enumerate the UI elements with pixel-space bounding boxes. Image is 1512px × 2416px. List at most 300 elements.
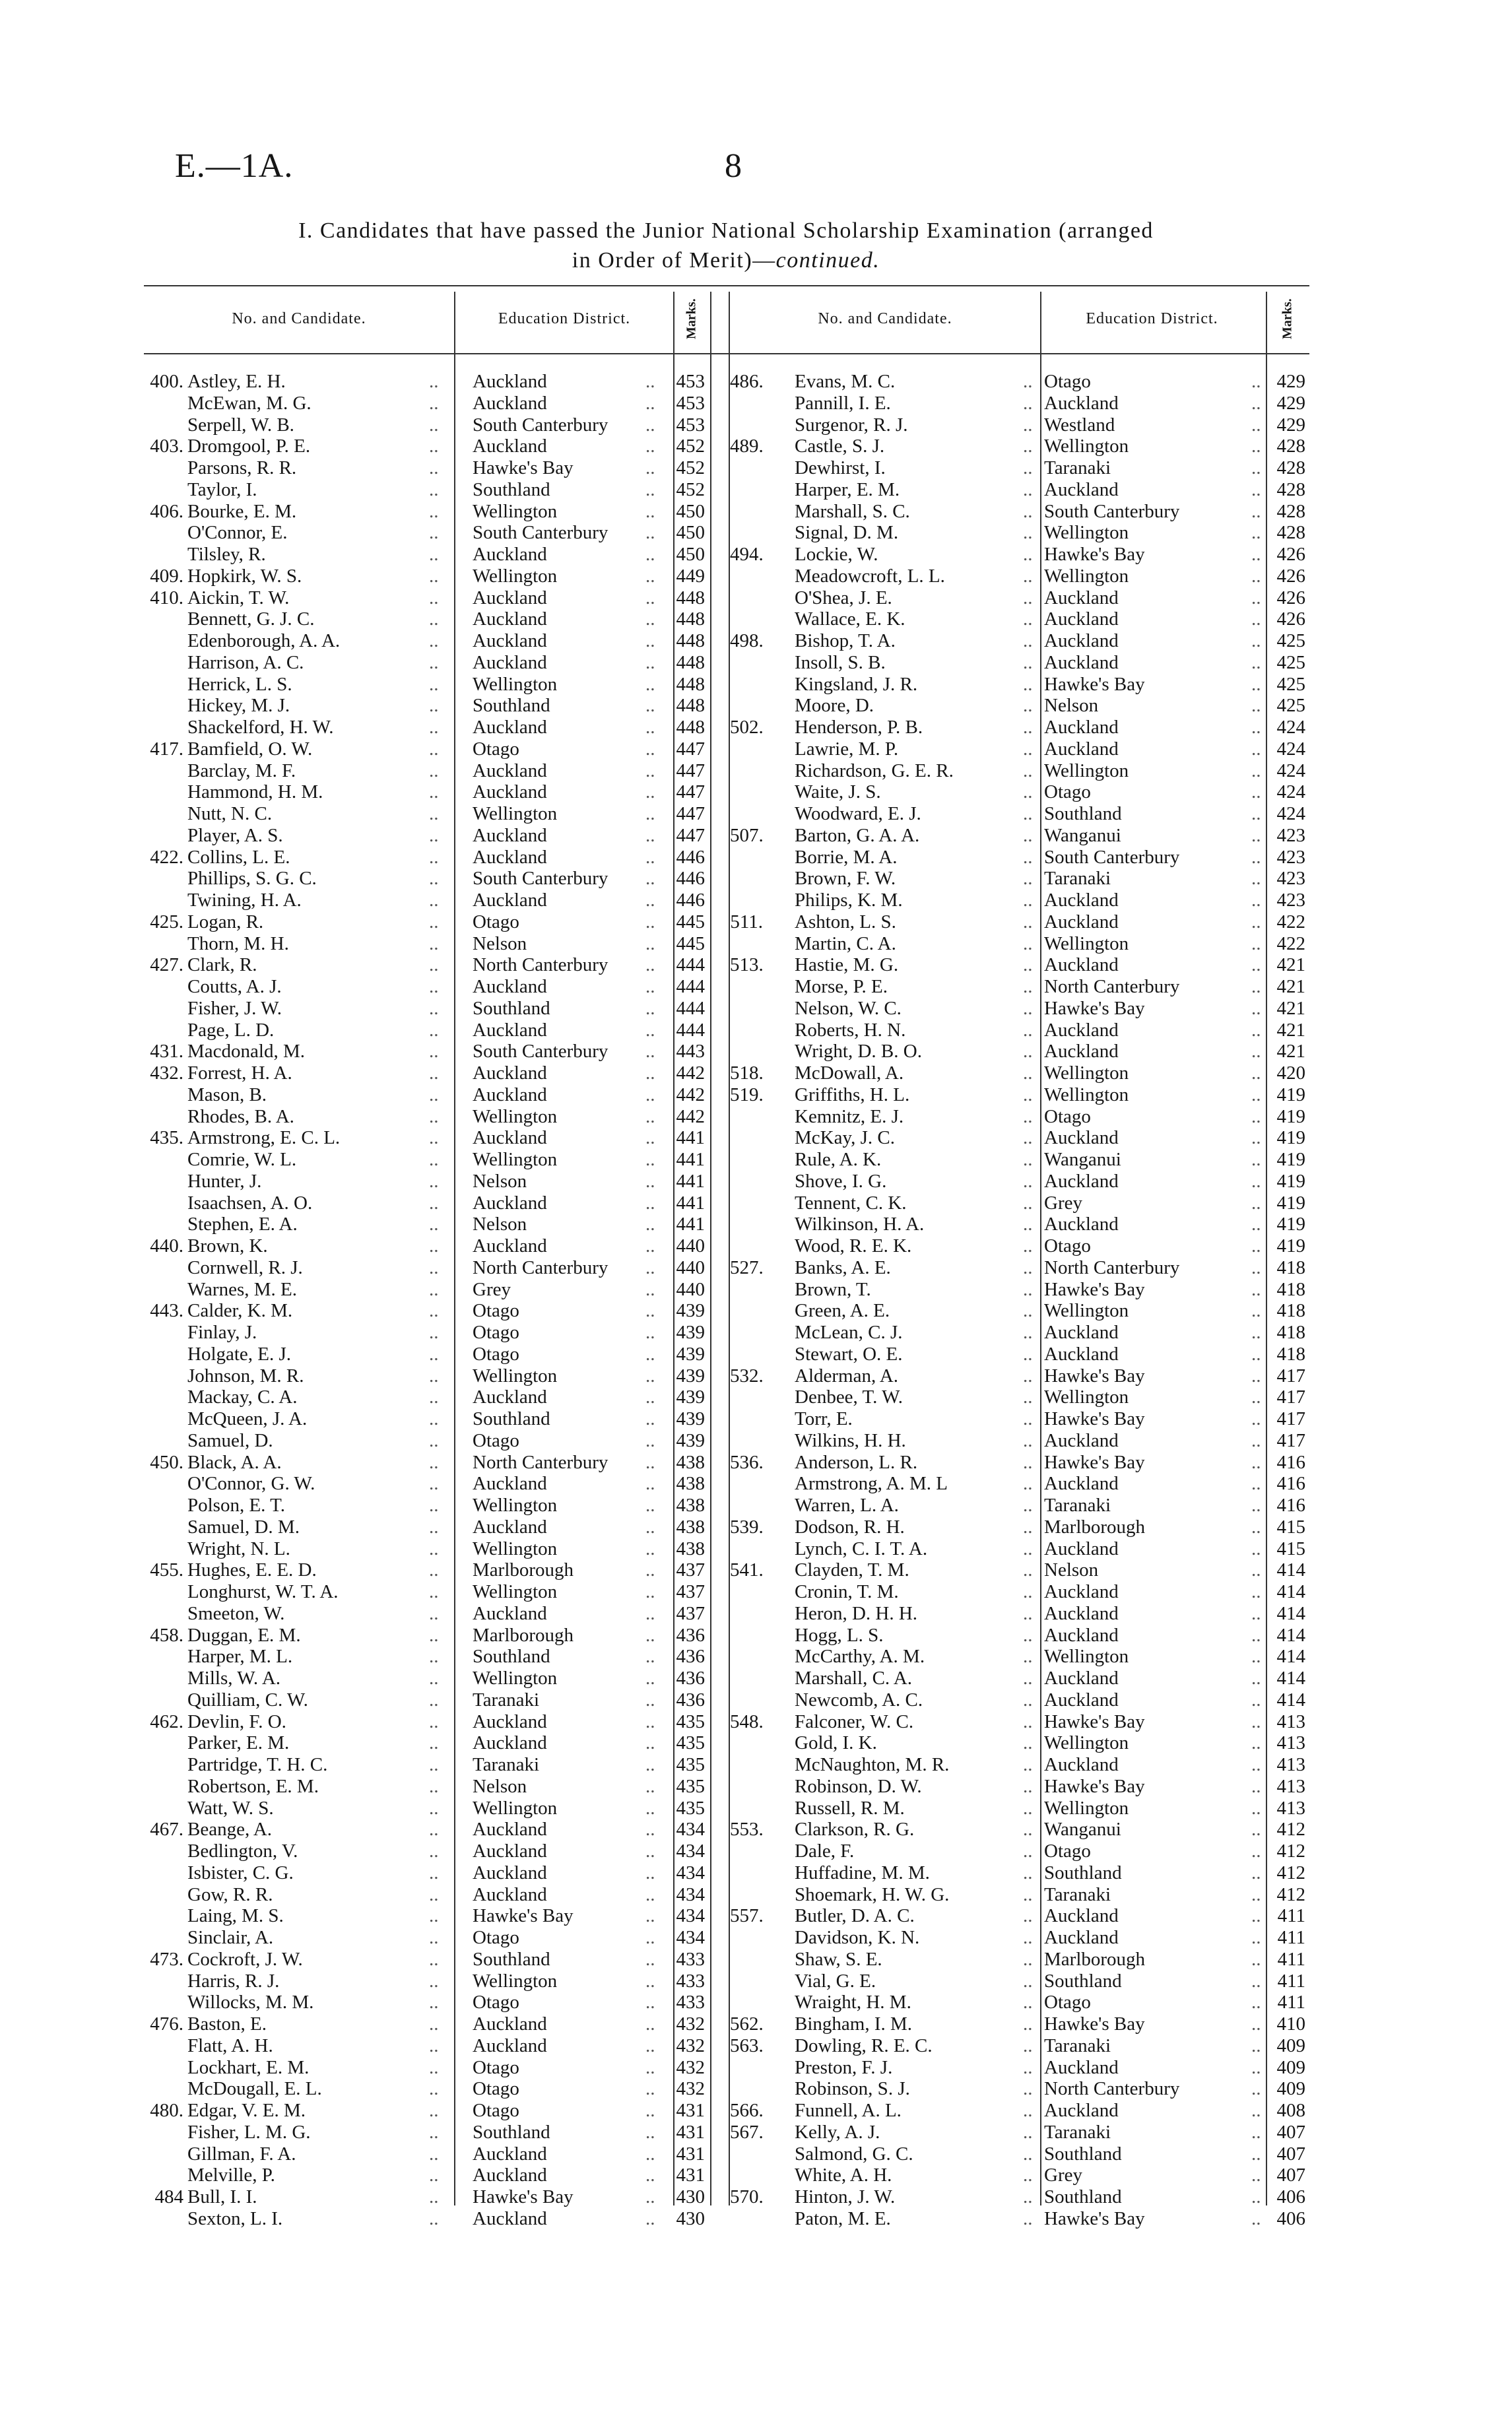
candidate-name: Warnes, M. E. <box>187 1278 297 1300</box>
leader-dots: .. <box>1251 1473 1261 1495</box>
entry-number: 443. <box>150 1300 183 1322</box>
candidate-name: McQueen, J. A. <box>187 1408 308 1429</box>
leader-dots: .. <box>1251 522 1261 544</box>
education-district: Wellington <box>1044 1387 1129 1408</box>
leader-dots: .. <box>1023 1970 1033 1992</box>
marks-value: 439 <box>676 1429 705 1451</box>
left-header-marks: Marks. <box>684 298 699 340</box>
education-district: Grey <box>473 1278 511 1300</box>
candidate-name: Woodward, E. J. <box>795 803 921 824</box>
table-row <box>730 1106 1309 1128</box>
education-district: Auckland <box>473 1516 547 1538</box>
education-district: Otago <box>1044 371 1091 392</box>
leader-dots: .. <box>1023 1516 1033 1538</box>
leader-dots: .. <box>429 2121 439 2143</box>
leader-dots: .. <box>645 1192 655 1214</box>
marks-value: 448 <box>676 673 705 695</box>
marks-value: 426 <box>1276 587 1305 608</box>
leader-dots: .. <box>645 1105 655 1127</box>
marks-value: 444 <box>676 1019 705 1041</box>
candidate-name: Fisher, J. W. <box>187 997 282 1019</box>
leader-dots: .. <box>1251 500 1261 522</box>
candidate-name: Stephen, E. A. <box>187 1214 298 1235</box>
table-row <box>144 825 710 847</box>
table-row <box>730 608 1309 630</box>
candidate-name: Brown, F. W. <box>795 868 896 890</box>
leader-dots: .. <box>429 1170 439 1192</box>
candidate-name: Dewhirst, I. <box>795 457 886 478</box>
marks-value: 440 <box>676 1257 705 1278</box>
marks-value: 410 <box>1276 2013 1305 2035</box>
table-row <box>730 1862 1309 1884</box>
marks-value: 433 <box>676 1970 705 1992</box>
leader-dots: .. <box>429 651 439 673</box>
marks-value: 421 <box>1276 954 1305 976</box>
marks-value: 447 <box>676 760 705 781</box>
leader-dots: .. <box>645 630 655 651</box>
candidate-name: McDowall, A. <box>795 1062 904 1084</box>
table-row <box>144 2143 710 2165</box>
table-row <box>144 1646 710 1668</box>
education-district: Wanganui <box>1044 824 1121 846</box>
leader-dots: .. <box>1023 544 1033 565</box>
table-row <box>144 1300 710 1322</box>
candidate-name: Wraight, H. M. <box>795 1992 911 2013</box>
table-row <box>730 2078 1309 2100</box>
leader-dots: .. <box>1023 630 1033 651</box>
table-row <box>144 608 710 630</box>
right-column <box>730 371 1309 2230</box>
candidate-name: Sinclair, A. <box>187 1927 274 1948</box>
marks-value: 407 <box>1276 2165 1305 2186</box>
entry-number: 431. <box>150 1041 183 1062</box>
table-row <box>144 738 710 760</box>
leader-dots: .. <box>1251 414 1261 436</box>
marks-value: 435 <box>676 1732 705 1754</box>
marks-value: 438 <box>676 1495 705 1516</box>
education-district: Hawke's Bay <box>1044 1278 1145 1300</box>
candidate-name: Marshall, S. C. <box>795 500 910 522</box>
education-district: Auckland <box>1044 1689 1119 1711</box>
leader-dots: .. <box>429 1387 439 1408</box>
leader-dots: .. <box>1023 587 1033 608</box>
education-district: Auckland <box>473 890 547 911</box>
candidate-name: Bourke, E. M. <box>187 500 297 522</box>
candidate-name: Lockie, W. <box>795 544 878 565</box>
education-district: Taranaki <box>473 1689 540 1711</box>
leader-dots: .. <box>1251 2100 1261 2121</box>
education-district: Wellington <box>473 1365 558 1387</box>
leader-dots: .. <box>1023 781 1033 803</box>
education-district: Otago <box>473 2056 519 2078</box>
marks-value: 446 <box>676 868 705 890</box>
table-row <box>730 1387 1309 1408</box>
education-district: Auckland <box>473 717 547 738</box>
leader-dots: .. <box>645 1214 655 1235</box>
table-row <box>144 414 710 436</box>
candidate-name: Rule, A. K. <box>795 1149 882 1170</box>
table-row <box>730 717 1309 738</box>
education-district: Otago <box>1044 1841 1091 1862</box>
marks-value: 421 <box>1276 997 1305 1019</box>
marks-value: 452 <box>676 478 705 500</box>
entry-number: 458. <box>150 1624 183 1646</box>
table-row <box>730 803 1309 825</box>
marks-value: 441 <box>676 1149 705 1170</box>
marks-value: 444 <box>676 976 705 997</box>
education-district: Hawke's Bay <box>1044 2207 1145 2229</box>
marks-value: 439 <box>676 1365 705 1387</box>
education-district: Otago <box>473 1992 519 2013</box>
leader-dots: .. <box>645 1862 655 1883</box>
leader-dots: .. <box>429 760 439 781</box>
table-row <box>730 1625 1309 1647</box>
leader-dots: .. <box>1251 478 1261 500</box>
marks-value: 441 <box>676 1127 705 1149</box>
table-row <box>144 1344 710 1365</box>
leader-dots: .. <box>429 1905 439 1927</box>
leader-dots: .. <box>645 2013 655 2035</box>
candidate-name: Wright, N. L. <box>187 1538 290 1559</box>
leader-dots: .. <box>429 1278 439 1300</box>
leader-dots: .. <box>1023 1883 1033 1905</box>
leader-dots: .. <box>645 1451 655 1473</box>
leader-dots: .. <box>645 1170 655 1192</box>
marks-value: 411 <box>1277 1905 1305 1927</box>
leader-dots: .. <box>429 1105 439 1127</box>
marks-value: 450 <box>676 500 705 522</box>
marks-value: 444 <box>676 997 705 1019</box>
leader-dots: .. <box>1251 954 1261 976</box>
marks-value: 429 <box>1276 392 1305 414</box>
table-row <box>730 1084 1309 1106</box>
table-row <box>144 1430 710 1452</box>
marks-value: 422 <box>1276 911 1305 932</box>
education-district: Hawke's Bay <box>1044 1451 1145 1473</box>
leader-dots: .. <box>1023 1062 1033 1084</box>
leader-dots: .. <box>429 1668 439 1689</box>
leader-dots: .. <box>1023 1538 1033 1559</box>
candidate-name: McKay, J. C. <box>795 1127 895 1149</box>
table-row <box>730 825 1309 847</box>
page-code: E.—1A. <box>175 147 294 185</box>
leader-dots: .. <box>429 436 439 457</box>
leader-dots: .. <box>1023 565 1033 587</box>
education-district: Auckland <box>1044 890 1119 911</box>
leader-dots: .. <box>1023 846 1033 868</box>
education-district: Wellington <box>473 1668 558 1689</box>
table-row <box>730 781 1309 803</box>
table-row <box>730 1776 1309 1798</box>
leader-dots: .. <box>429 1538 439 1559</box>
candidate-name: Salmond, G. C. <box>795 2143 913 2165</box>
marks-value: 441 <box>676 1170 705 1192</box>
education-district: Auckland <box>473 824 547 846</box>
marks-value: 437 <box>676 1602 705 1624</box>
candidate-name: McLean, C. J. <box>795 1322 903 1343</box>
table-row <box>144 479 710 501</box>
candidate-name: Coutts, A. J. <box>187 976 282 997</box>
candidate-name: McCarthy, A. M. <box>795 1646 925 1668</box>
leader-dots: .. <box>1251 1451 1261 1473</box>
table-row <box>144 1603 710 1625</box>
table-row <box>730 933 1309 955</box>
leader-dots: .. <box>645 478 655 500</box>
entry-number: 480. <box>150 2100 183 2121</box>
leader-dots: .. <box>1251 1711 1261 1732</box>
education-district: Hawke's Bay <box>1044 1408 1145 1429</box>
candidate-name: Huffadine, M. M. <box>795 1862 930 1883</box>
table-row <box>730 630 1309 652</box>
entry-number: 536. <box>730 1451 764 1473</box>
education-district: Auckland <box>473 2035 547 2056</box>
leader-dots: .. <box>1023 1429 1033 1451</box>
candidate-name: Harrison, A. C. <box>187 651 304 673</box>
table-row <box>730 1300 1309 1322</box>
table-row <box>144 1581 710 1603</box>
candidate-name: Lynch, C. I. T. A. <box>795 1538 928 1559</box>
leader-dots: .. <box>645 976 655 997</box>
education-district: Auckland <box>1044 1905 1119 1927</box>
table-row <box>144 1062 710 1084</box>
table-row <box>144 1905 710 1927</box>
marks-value: 414 <box>1276 1668 1305 1689</box>
table-row <box>144 781 710 803</box>
leader-dots: .. <box>1251 1084 1261 1105</box>
heading-line-1: I. Candidates that have passed the Junior National Scholarship Examination (arranged <box>298 218 1154 243</box>
marks-value: 416 <box>1276 1473 1305 1495</box>
leader-dots: .. <box>645 1559 655 1581</box>
marks-value: 442 <box>676 1084 705 1105</box>
education-district: Auckland <box>473 1127 547 1149</box>
leader-dots: .. <box>645 1041 655 1062</box>
leader-dots: .. <box>1251 868 1261 890</box>
leader-dots: .. <box>429 608 439 630</box>
education-district: Wellington <box>1044 1084 1129 1105</box>
header-rule-bottom <box>144 353 1309 354</box>
education-district: Marlborough <box>1044 1516 1146 1538</box>
leader-dots: .. <box>1251 1429 1261 1451</box>
candidate-name: Lockhart, E. M. <box>187 2056 310 2078</box>
education-district: Auckland <box>1044 1602 1119 1624</box>
education-district: Otago <box>1044 781 1091 803</box>
entry-number: 539. <box>730 1516 764 1538</box>
table-row <box>144 371 710 393</box>
education-district: North Canterbury <box>473 1257 608 1278</box>
marks-value: 417 <box>1276 1408 1305 1429</box>
leader-dots: .. <box>1023 1775 1033 1797</box>
table-row <box>144 1517 710 1538</box>
education-district: Otago <box>473 2078 519 2100</box>
education-district: Wellington <box>473 1581 558 1602</box>
candidate-name: Martin, C. A. <box>795 932 896 954</box>
leader-dots: .. <box>429 1408 439 1429</box>
entry-number: 476. <box>150 2013 183 2035</box>
marks-value: 434 <box>676 1883 705 1905</box>
table-row <box>730 1214 1309 1235</box>
marks-value: 452 <box>676 436 705 457</box>
education-district: Auckland <box>1044 1473 1119 1495</box>
candidate-name: Evans, M. C. <box>795 371 896 392</box>
leader-dots: .. <box>645 1084 655 1105</box>
leader-dots: .. <box>645 1343 655 1365</box>
marks-value: 411 <box>1277 1927 1305 1948</box>
candidate-name: Bamfield, O. W. <box>187 738 313 760</box>
candidate-name: Shackelford, H. W. <box>187 717 334 738</box>
table-row <box>144 2186 710 2208</box>
candidate-name: Torr, E. <box>795 1408 853 1429</box>
leader-dots: .. <box>1251 2013 1261 2035</box>
marks-value: 428 <box>1276 522 1305 544</box>
candidate-name: Taylor, I. <box>187 478 257 500</box>
marks-value: 407 <box>1276 2143 1305 2165</box>
education-district: Southland <box>1044 1970 1122 1992</box>
table-row <box>144 1559 710 1581</box>
marks-value: 424 <box>1276 760 1305 781</box>
leader-dots: .. <box>1251 1387 1261 1408</box>
leader-dots: .. <box>1023 1841 1033 1862</box>
marks-value: 412 <box>1276 1883 1305 1905</box>
leader-dots: .. <box>1023 1257 1033 1278</box>
entry-number: 553. <box>730 1819 764 1841</box>
candidate-name: Brown, T. <box>795 1278 871 1300</box>
leader-dots: .. <box>645 2056 655 2078</box>
leader-dots: .. <box>1251 2121 1261 2143</box>
leader-dots: .. <box>1251 1581 1261 1602</box>
entry-number: 570. <box>730 2186 764 2207</box>
table-row <box>730 1841 1309 1862</box>
leader-dots: .. <box>1251 1214 1261 1235</box>
leader-dots: .. <box>1023 717 1033 738</box>
leader-dots: .. <box>645 2035 655 2056</box>
candidate-name: Wood, R. E. K. <box>795 1235 912 1257</box>
leader-dots: .. <box>645 1365 655 1387</box>
marks-value: 432 <box>676 2035 705 2056</box>
leader-dots: .. <box>429 868 439 890</box>
education-district: Auckland <box>1044 1170 1119 1192</box>
leader-dots: .. <box>429 1819 439 1841</box>
table-row <box>730 457 1309 479</box>
candidate-name: Beange, A. <box>187 1819 273 1841</box>
education-district: Auckland <box>473 1235 547 1257</box>
leader-dots: .. <box>1251 738 1261 760</box>
leader-dots: .. <box>1023 2056 1033 2078</box>
candidate-name: Shoemark, H. W. G. <box>795 1883 950 1905</box>
candidate-name: Funnell, A. L. <box>795 2100 902 2121</box>
education-district: Auckland <box>1044 717 1119 738</box>
education-district: Auckland <box>473 846 547 868</box>
candidate-name: Harris, R. J. <box>187 1970 280 1992</box>
education-district: Hawke's Bay <box>1044 1365 1145 1387</box>
candidate-name: Hopkirk, W. S. <box>187 565 302 587</box>
leader-dots: .. <box>429 824 439 846</box>
column-rule <box>710 292 711 2205</box>
leader-dots: .. <box>1251 1408 1261 1429</box>
table-row <box>730 587 1309 609</box>
candidate-name: Sexton, L. I. <box>187 2207 283 2229</box>
table-row <box>730 695 1309 717</box>
education-district: Auckland <box>473 1732 547 1754</box>
leader-dots: .. <box>645 414 655 436</box>
right-header-marks: Marks. <box>1280 298 1295 340</box>
leader-dots: .. <box>645 1689 655 1711</box>
leader-dots: .. <box>1251 803 1261 824</box>
marks-value: 424 <box>1276 803 1305 824</box>
leader-dots: .. <box>645 1948 655 1970</box>
entry-number: 455. <box>150 1559 183 1581</box>
marks-value: 412 <box>1276 1862 1305 1883</box>
education-district: South Canterbury <box>473 414 608 436</box>
leader-dots: .. <box>645 1883 655 1905</box>
candidate-name: Kemnitz, E. J. <box>795 1105 904 1127</box>
marks-value: 439 <box>676 1408 705 1429</box>
candidate-name: Edgar, V. E. M. <box>187 2100 306 2121</box>
leader-dots: .. <box>1251 1127 1261 1149</box>
marks-value: 414 <box>1276 1581 1305 1602</box>
leader-dots: .. <box>429 1429 439 1451</box>
table-row <box>144 1841 710 1862</box>
leader-dots: .. <box>1023 997 1033 1019</box>
candidate-name: Harper, M. L. <box>187 1646 293 1668</box>
leader-dots: .. <box>429 1495 439 1516</box>
education-district: Wellington <box>1044 1300 1129 1322</box>
education-district: Auckland <box>473 1084 547 1105</box>
education-district: Auckland <box>1044 651 1119 673</box>
table-row <box>144 630 710 652</box>
leader-dots: .. <box>645 1322 655 1343</box>
table-row <box>730 1754 1309 1776</box>
education-district: Wellington <box>1044 760 1129 781</box>
leader-dots: .. <box>1251 1516 1261 1538</box>
candidate-name: Armstrong, E. C. L. <box>187 1127 341 1149</box>
candidate-name: O'Connor, E. <box>187 522 288 544</box>
marks-value: 409 <box>1276 2035 1305 2056</box>
candidate-name: Wright, D. B. O. <box>795 1041 922 1062</box>
candidate-name: Roberts, H. N. <box>795 1019 906 1041</box>
leader-dots: .. <box>429 1041 439 1062</box>
leader-dots: .. <box>429 1451 439 1473</box>
education-district: Auckland <box>473 1387 547 1408</box>
table-row <box>730 760 1309 782</box>
leader-dots: .. <box>1023 436 1033 457</box>
leader-dots: .. <box>1251 1322 1261 1343</box>
marks-value: 441 <box>676 1214 705 1235</box>
marks-value: 419 <box>1276 1084 1305 1105</box>
candidate-name: White, A. H. <box>795 2165 892 2186</box>
table-row <box>144 1257 710 1279</box>
candidate-name: Warren, L. A. <box>795 1495 899 1516</box>
leader-dots: .. <box>429 478 439 500</box>
marks-value: 449 <box>676 565 705 587</box>
leader-dots: .. <box>645 371 655 392</box>
leader-dots: .. <box>1023 1322 1033 1343</box>
leader-dots: .. <box>1251 392 1261 414</box>
candidate-name: Russell, R. M. <box>795 1797 905 1819</box>
leader-dots: .. <box>645 1257 655 1278</box>
education-district: Southland <box>473 1948 550 1970</box>
entry-number: 494. <box>730 544 764 565</box>
leader-dots: .. <box>645 1062 655 1084</box>
leader-dots: .. <box>429 717 439 738</box>
leader-dots: .. <box>429 630 439 651</box>
marks-value: 445 <box>676 911 705 932</box>
leader-dots: .. <box>645 1905 655 1927</box>
marks-value: 446 <box>676 890 705 911</box>
table-row <box>144 436 710 457</box>
education-district: Wellington <box>1044 522 1129 544</box>
candidate-name: Dale, F. <box>795 1841 855 1862</box>
leader-dots: .. <box>645 1516 655 1538</box>
